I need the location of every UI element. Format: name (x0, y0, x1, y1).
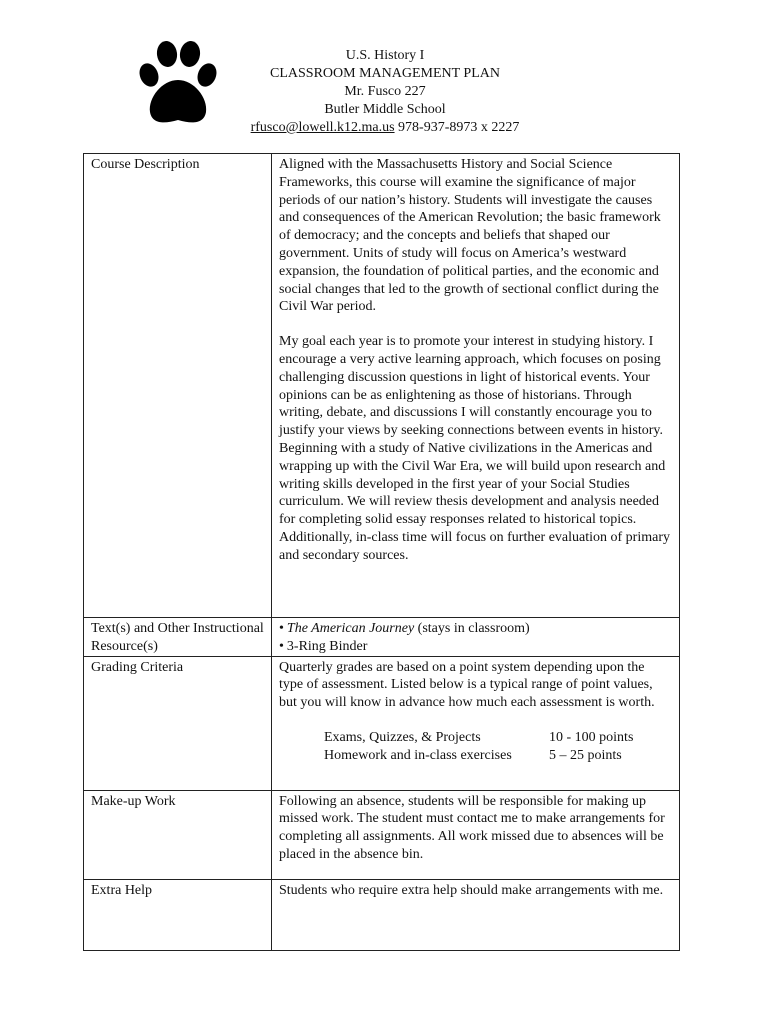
management-plan-table (83, 153, 680, 951)
course-description-content (272, 154, 680, 618)
email-link[interactable]: rfusco@lowell.k12.ma.us (250, 120, 395, 135)
row-label-course-description: Course Description (84, 154, 272, 618)
teacher-room: Mr. Fusco 227 (344, 84, 426, 99)
paw-toe-1 (138, 61, 162, 90)
table-row (84, 154, 680, 618)
row-label-extra-help: Extra Help (84, 879, 272, 950)
texts-content (272, 618, 680, 657)
textbook-title: The American Journey (286, 621, 415, 636)
grading-scale (324, 729, 672, 765)
document-header (200, 47, 570, 137)
table-row (84, 656, 680, 790)
binder-item: 3-Ring Binder (286, 638, 368, 654)
table-row (84, 618, 680, 657)
list-item (279, 620, 672, 638)
point-range: 5 – 25 points (549, 747, 622, 763)
table-row (84, 879, 680, 950)
bullet-icon: • (279, 638, 284, 654)
grading-intro: Quarterly grades are based on a point system depending upon the type of assessment. Listed below is a typical range of point values, but you will know in advance how much each assessment is worth. (279, 659, 655, 711)
course-description-paragraph-2: My goal each year is to promote your interest in studying history. I encourage a very active learning approach, which focuses on posing challenging discussion questions in light of historical events. Your opinions can be as enlightening as those of historians. Through writing, debate, and discussions I will constantly encourage you to justify your views by seeking connections between events in history. Beginning with a study of Native civilizations in the Americas and wrapping up with the Civil War Era, we will build upon research and writing skills developed in the first year of your Social Studies curriculum. We will review thesis development and analysis needed for completing solid essay responses related to historical topics. Additionally, in-class time will focus on further evaluation of primary and secondary sources. (279, 334, 670, 563)
textbook-note: (stays in classroom) (414, 621, 530, 636)
assessment-type: Homework and in-class exercises (324, 747, 512, 763)
paw-toe-3 (178, 40, 201, 68)
bullet-icon: • (279, 621, 284, 636)
makeup-content: Following an absence, students will be responsible for making up missed work. The student must contact me to make arrangements for completing all assignments. All work missed due to absences will be placed in the absence bin. (272, 790, 680, 879)
document-title: CLASSROOM MANAGEMENT PLAN (270, 66, 500, 81)
contact-line (200, 119, 570, 137)
row-label-makeup: Make-up Work (84, 790, 272, 879)
course-title: U.S. History I (345, 48, 425, 63)
grading-content (272, 656, 680, 790)
list-item (279, 638, 672, 656)
table-row (84, 790, 680, 879)
row-label-texts: Text(s) and Other Instructional Resource(s) (84, 618, 272, 657)
point-range: 10 - 100 points (549, 729, 634, 745)
paw-toe-2 (155, 40, 178, 68)
phone-number: 978-937-8973 x 2227 (398, 120, 520, 135)
grading-scale-row (324, 729, 672, 747)
grading-scale-row (324, 747, 672, 765)
extra-help-content: Students who require extra help should make arrangements with me. (272, 879, 680, 950)
paw-pad (150, 80, 206, 122)
row-label-grading: Grading Criteria (84, 656, 272, 790)
school-name: Butler Middle School (324, 102, 446, 117)
assessment-type: Exams, Quizzes, & Projects (324, 729, 481, 745)
course-description-paragraph-1: Aligned with the Massachusetts History and Social Science Frameworks, this course will examine the significance of major periods of our nation’s history. Students will investigate the causes and consequences of the American Revolution; the basic framework of democracy; and the concepts and beliefs that shaped our government. Units of study will focus on America’s westward expansion, the foundation of political parties, and the economic and social changes that led to the growth of sectional conflict during the Civil War period. (279, 157, 661, 315)
